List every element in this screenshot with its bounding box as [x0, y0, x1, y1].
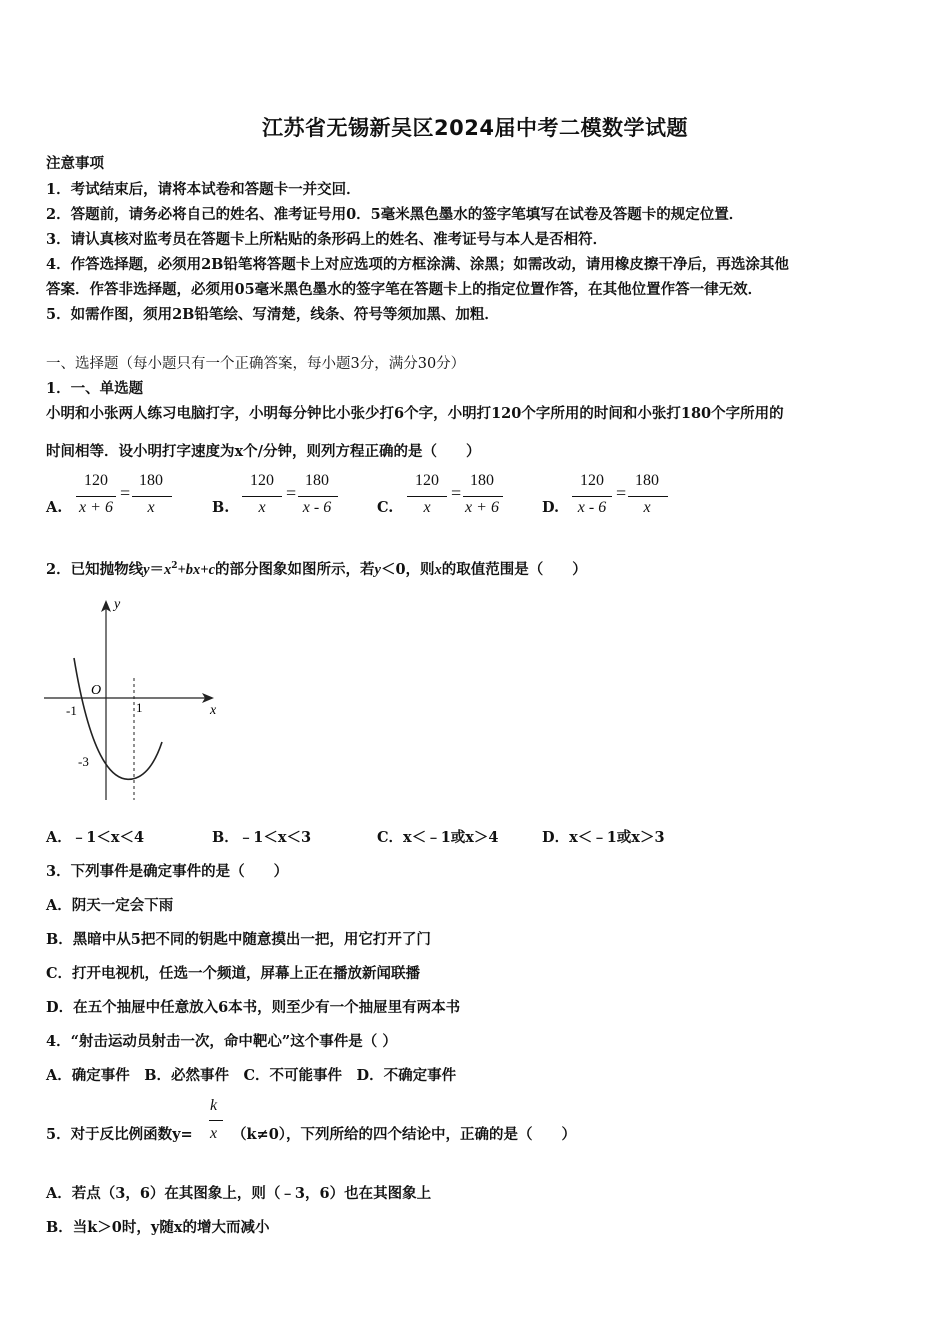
- q5-frac-bar: [209, 1120, 223, 1121]
- q1-option-letter: A.: [46, 499, 63, 516]
- q1-left-bar: [572, 496, 612, 497]
- q2-option-letter: B．: [212, 829, 239, 846]
- q1-right-numerator: 180: [139, 472, 163, 489]
- q3-stem: 3．下列事件是确定事件的是（ ）: [46, 863, 289, 880]
- q2-formula-y: y: [143, 562, 150, 578]
- q5-frac-numerator: k: [210, 1097, 218, 1114]
- q2-suffix: 的取值范围是（ ）: [441, 561, 587, 578]
- q2-option: [377, 826, 499, 847]
- tick-label-neg3: -3: [78, 754, 89, 769]
- q2-option: [46, 826, 144, 847]
- notice-heading: 注意事项: [46, 155, 104, 172]
- q3-option: B．黑暗中从5把不同的钥匙中随意摸出一把，用它打开了门: [46, 931, 431, 948]
- q3-option: A．阴天一定会下雨: [46, 897, 174, 914]
- q1-equals: =: [286, 483, 297, 503]
- q2-option: [212, 826, 311, 847]
- notice-item: 1．考试结束后，请将本试卷和答题卡一并交回．: [46, 181, 361, 198]
- q1-option-letter: D.: [542, 499, 560, 516]
- q5-option: A．若点（3，6）在其图象上，则（﹣3，6）也在其图象上: [46, 1185, 432, 1202]
- q1-right-bar: [628, 496, 668, 497]
- q1-left-numerator: 120: [580, 472, 604, 489]
- q1-left-bar: [242, 496, 282, 497]
- q2-option-letter: C．: [377, 829, 404, 846]
- tick-label-1: 1: [136, 700, 143, 715]
- q2-x-var: x: [434, 562, 442, 578]
- notice-item: 3．请认真核对监考员在答题卡上所粘贴的条形码上的姓名、准考证号与本人是否相符．: [46, 231, 608, 248]
- q1-left-denominator: x + 6: [79, 499, 113, 516]
- q1-right-numerator: 180: [635, 472, 659, 489]
- q1-right-bar: [132, 496, 172, 497]
- q3-option: D．在五个抽屉中任意放入6本书，则至少有一个抽屉里有两本书: [46, 999, 461, 1016]
- parabola-graph: [44, 592, 224, 807]
- q1-equals: =: [120, 483, 131, 503]
- q1-left-numerator: 120: [415, 472, 439, 489]
- notice-item: 答案．作答非选择题，必须用05毫米黑色墨水的签字笔在答题卡上的指定位置作答，在其他位置作答一律无效．: [46, 281, 763, 298]
- q1-stem-line1: 小明和小张两人练习电脑打字，小明每分钟比小张少打6个字，小明打120个字所用的时间和小张打180个字所用的: [46, 405, 784, 422]
- q2-formula-x: x: [164, 562, 172, 578]
- q2-option-text: x＜﹣1或x＞3: [569, 829, 665, 846]
- section-subheading: 1．一、单选题: [46, 380, 144, 397]
- q5-prefix: 5．对于反比例函数y=: [46, 1126, 193, 1143]
- q5-suffix: （k≠0），下列所给的四个结论中，正确的是（ ）: [232, 1126, 577, 1143]
- notice-item: 4．作答选择题，必须用2B铅笔将答题卡上对应选项的方框涂满、涂黑；如需改动，请用橡皮擦干净后，再选涂其他: [46, 256, 789, 273]
- q2-option-letter: D．: [542, 829, 570, 846]
- q2-option-text: x＜﹣1或x＞4: [403, 829, 499, 846]
- q2-cond-var: y: [374, 562, 381, 578]
- q5-frac-denominator: x: [210, 1125, 218, 1142]
- q2-middle: 的部分图象如图所示，若: [215, 561, 375, 578]
- q2-cond: ＜0，则: [380, 561, 435, 578]
- tick-label-neg1: -1: [66, 703, 77, 718]
- q1-right-denominator: x - 6: [302, 499, 332, 516]
- q2-option-text: ﹣1＜x＜3: [238, 829, 312, 846]
- q1-left-denominator: x: [423, 499, 431, 516]
- q2-prefix: 2．已知抛物线: [46, 561, 144, 578]
- q1-left-numerator: 120: [84, 472, 108, 489]
- q1-right-denominator: x + 6: [465, 499, 499, 516]
- q1-left-bar: [76, 496, 116, 497]
- q1-right-denominator: x: [147, 499, 155, 516]
- q1-equals: =: [616, 483, 627, 503]
- q2-formula-eq: ＝: [149, 561, 165, 578]
- notice-item: 5．如需作图，须用2B铅笔绘、写清楚，线条、符号等须加黑、加粗．: [46, 306, 499, 323]
- q1-option-letter: B.: [212, 499, 230, 516]
- q4-options: A．确定事件 B．必然事件 C．不可能事件 D．不确定事件: [46, 1067, 457, 1084]
- notice-item: 2．答题前，请务必将自己的姓名、准考证号用0．5毫米黑色墨水的签字笔填写在试卷及答题卡的规定位置．: [46, 206, 744, 223]
- q1-left-denominator: x - 6: [577, 499, 607, 516]
- x-axis-label: x: [210, 703, 217, 718]
- q1-option-letter: C.: [377, 499, 394, 516]
- q2-formula-rest: +bx+c: [177, 562, 216, 578]
- q2-option-letter: A．: [46, 829, 72, 846]
- q1-right-denominator: x: [643, 499, 651, 516]
- q2-option: [542, 826, 665, 847]
- q1-right-numerator: 180: [305, 472, 329, 489]
- q2-formula-sup: 2: [171, 561, 178, 572]
- q1-right-bar: [298, 496, 338, 497]
- q2-option-text: ﹣1＜x＜4: [71, 829, 145, 846]
- q1-left-numerator: 120: [250, 472, 274, 489]
- q1-left-denominator: x: [258, 499, 266, 516]
- q1-right-bar: [463, 496, 503, 497]
- q1-left-bar: [407, 496, 447, 497]
- page-title: 江苏省无锡新吴区2024届中考二模数学试题: [262, 116, 688, 140]
- section-heading: 一、选择题（每小题只有一个正确答案，每小题3分，满分30分）: [46, 356, 466, 372]
- origin-label: O: [91, 683, 102, 698]
- q5-option: B．当k＞0时，y随x的增大而减小: [46, 1219, 270, 1236]
- q1-equals: =: [451, 483, 462, 503]
- q2-stem: [46, 558, 587, 579]
- q1-right-numerator: 180: [470, 472, 494, 489]
- q4-stem: 4．“射击运动员射击一次，命中靶心”这个事件是（ ）: [46, 1033, 397, 1050]
- q1-stem-line2: 时间相等．设小明打字速度为x个/分钟，则列方程正确的是（ ）: [46, 443, 481, 460]
- y-axis-label: y: [114, 597, 121, 612]
- q3-option: C．打开电视机，任选一个频道，屏幕上正在播放新闻联播: [46, 965, 421, 982]
